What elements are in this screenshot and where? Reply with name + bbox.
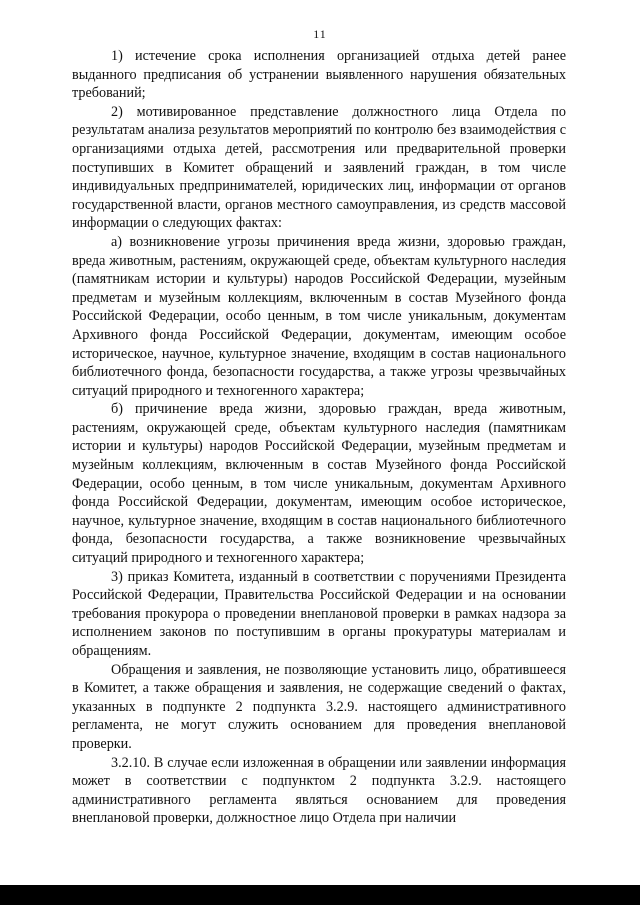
paragraph-subitem-a: а) возникновение угрозы причинения вреда жизни, здоровью граждан, вреда животным, растениям, окружающей среде, объектам культурного наследия (памятникам истории и культуры) народов Российской Федерации, музейным предметам и музейным коллекциям, включенным в состав Музейного фонда Российской Федерации, особо ценным, в том числе уникальным, документам Архивного фонда Российской Федерации, документам, имеющим особое историческое, научное, культурное значение, входящим в состав национального библиотечного фонда, безопасности государства, а также угрозы чрезвычайных ситуаций природного и техногенного характера; xyxy=(72,233,566,399)
paragraph-item-2: 2) мотивированное представление должностного лица Отдела по результатам анализа результатов мероприятий по контролю без взаимодействия с организациями отдыха детей, рассмотрения или предварительной проверки поступивших в Комитет обращений и заявлений граждан, в том числе индивидуальных предпринимателей, юридических лиц, информации от органов государственной власти, органов местного самоуправления, из средств массовой информации о следующих фактах: xyxy=(72,103,566,232)
page-number: 11 xyxy=(313,27,327,41)
document-body xyxy=(72,47,566,828)
scan-edge-bar xyxy=(0,885,640,905)
paragraph-item-3: 3) приказ Комитета, изданный в соответствии с поручениями Президента Российской Федерации, Правительства Российской Федерации и на основании требования прокурора о проведении внеплановой проверки в рамках надзора за исполнением законов по поступившим в органы прокуратуры материалам и обращениям. xyxy=(72,568,566,659)
paragraph-item-1: 1) истечение срока исполнения организацией отдыха детей ранее выданного предписания об устранении выявленного нарушения обязательных требований; xyxy=(72,48,566,102)
paragraph-subitem-b: б) причинение вреда жизни, здоровью граждан, вреда животным, растениям, окружающей среде, объектам культурного наследия (памятникам истории и культуры) народов Российской Федерации, музейным предметам и музейным коллекциям, включенным в состав Музейного фонда Российской Федерации, особо ценным, в том числе уникальным, документам Архивного фонда Российской Федерации, документам, имеющим особое историческое, научное, культурное значение, входящим в состав национального библиотечного фонда, безопасности государства, а также возникновение чрезвычайных ситуаций природного и техногенного характера; xyxy=(72,401,566,567)
paragraph-3-2-10: 3.2.10. В случае если изложенная в обращении или заявлении информация может в соответствии с подпунктом 2 подпункта 3.2.9. настоящего административного регламента являться основанием для проведения внеплановой проверки, должностное лицо Отдела при наличии xyxy=(72,754,566,827)
paragraph-anonymous-appeals: Обращения и заявления, не позволяющие установить лицо, обратившееся в Комитет, а также обращения и заявления, не содержащие сведений о фактах, указанных в подпункте 2 подпункта 3.2.9. настоящего административного регламента, не могут служить основанием для проведения внеплановой проверки. xyxy=(72,661,566,752)
